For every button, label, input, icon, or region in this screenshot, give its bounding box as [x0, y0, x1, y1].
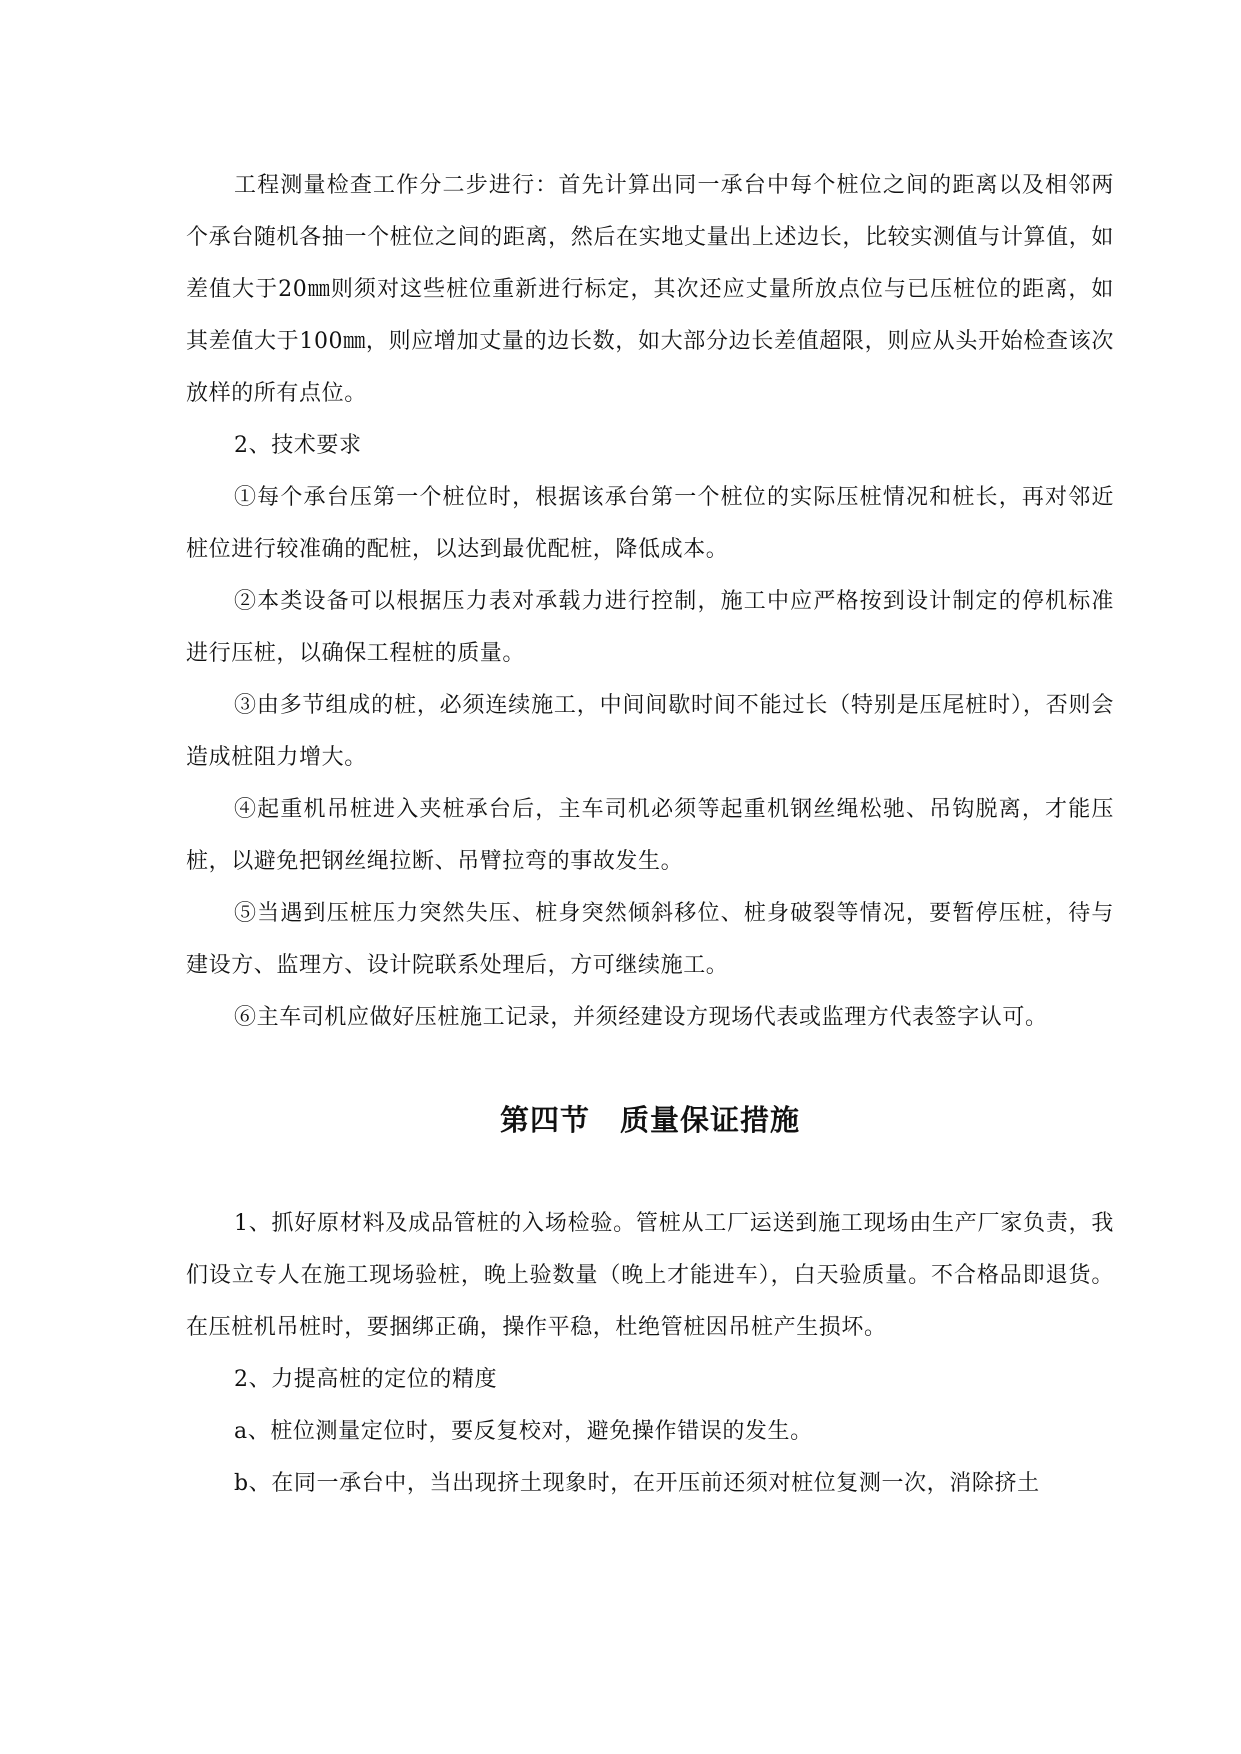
paragraph-requirement-1: ①每个承台压第一个桩位时，根据该承台第一个桩位的实际压桩情况和桩长，再对邻近桩位进行较准确的配桩，以达到最优配桩，降低成本。 — [186, 485, 1114, 562]
paragraph-requirement-4: ④起重机吊桩进入夹桩承台后，主车司机必须等起重机钢丝绳松驰、吊钩脱离，才能压桩，以避免把钢丝绳拉断、吊臂拉弯的事故发生。 — [186, 797, 1114, 874]
paragraph-requirement-3: ③由多节组成的桩，必须连续施工，中间间歇时间不能过长（特别是压尾桩时），否则会造成桩阻力增大。 — [186, 693, 1114, 770]
paragraph-item-a: a、桩位测量定位时，要反复校对，避免操作错误的发生。 — [234, 1419, 813, 1444]
heading-technical-requirements: 2、技术要求 — [234, 433, 362, 458]
paragraph-requirement-2: ②本类设备可以根据压力表对承载力进行控制，施工中应严格按到设计制定的停机标准进行压桩，以确保工程桩的质量。 — [186, 589, 1114, 666]
paragraph-requirement-6: ⑥主车司机应做好压桩施工记录，并须经建设方现场代表或监理方代表签字认可。 — [234, 1005, 1048, 1030]
spacer — [186, 1044, 1114, 1100]
heading-positioning-accuracy: 2、力提高桩的定位的精度 — [234, 1367, 498, 1392]
paragraph-survey-check: 工程测量检查工作分二步进行：首先计算出同一承台中每个桩位之间的距离以及相邻两个承台随机各抽一个桩位之间的距离，然后在实地丈量出上述边长，比较实测值与计算值，如差值大于20㎜则须对这些桩位重新进行标定，其次还应丈量所放点位与已压桩位的距离，如其差值大于100㎜，则应增加丈量的边长数，如大部分边长差值超限，则应从头开始检查该次放样的所有点位。 — [186, 173, 1114, 406]
paragraph-requirement-5: ⑤当遇到压桩压力突然失压、桩身突然倾斜移位、桩身破裂等情况，要暂停压桩，待与建设方、监理方、设计院联系处理后，方可继续施工。 — [186, 901, 1114, 978]
document-body — [186, 160, 1114, 1510]
paragraph-item-b: b、在同一承台中，当出现挤土现象时，在开压前还须对桩位复测一次，消除挤土 — [234, 1471, 1040, 1496]
section-title: 第四节 质量保证措施 — [499, 1103, 800, 1137]
spacer — [186, 1140, 1114, 1198]
paragraph-material-inspection: 1、抓好原材料及成品管桩的入场检验。管桩从工厂运送到施工现场由生产厂家负责，我们设立专人在施工现场验桩，晚上验数量（晚上才能进车），白天验质量。不合格品即退货。在压桩机吊桩时，要捆绑正确，操作平稳，杜绝管桩因吊桩产生损坏。 — [186, 1211, 1114, 1340]
